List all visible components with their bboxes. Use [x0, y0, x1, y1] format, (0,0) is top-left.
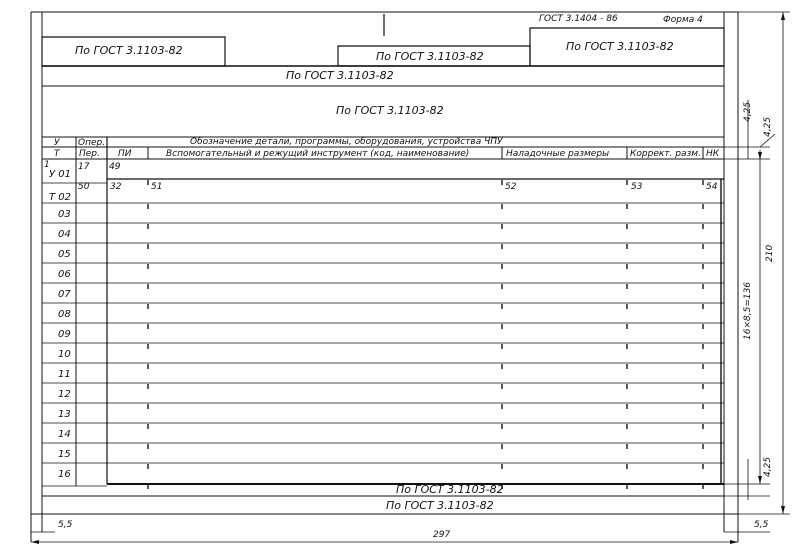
- field-49: 49: [109, 162, 121, 172]
- field-54: 54: [706, 182, 718, 192]
- row-number-03: 03: [58, 209, 71, 220]
- col-setup-header: Наладочные размеры: [506, 149, 610, 159]
- footer-line-1: По ГОСТ 3.1103-82: [396, 483, 504, 496]
- main-block-text: По ГОСТ 3.1103-82: [336, 104, 444, 117]
- row-number-05: 05: [58, 249, 71, 260]
- header-block-mid-text: По ГОСТ 3.1103-82: [376, 50, 484, 63]
- dim-right-margin: 5,5: [754, 520, 769, 530]
- row-01-label: У 01: [49, 169, 71, 180]
- field-53: 53: [631, 182, 643, 192]
- row-number-09: 09: [58, 329, 71, 340]
- field-50: 50: [78, 182, 90, 192]
- header-band-text: По ГОСТ 3.1103-82: [286, 69, 394, 82]
- row-t-header: Т: [54, 149, 60, 159]
- dim-left-margin: 5,5: [58, 520, 73, 530]
- col-pi-header: ПИ: [118, 149, 132, 159]
- row-number-06: 06: [58, 269, 71, 280]
- form-label: Форма 4: [663, 15, 703, 25]
- form-standard: ГОСТ 3.1404 - 86: [539, 14, 618, 24]
- field-52: 52: [505, 182, 517, 192]
- dim-top-b: 4,25: [763, 116, 773, 137]
- header-block-left-text: По ГОСТ 3.1103-82: [75, 44, 183, 57]
- dim-rows-height: 16×8,5=136: [743, 281, 753, 340]
- row-number-08: 08: [58, 309, 71, 320]
- field-51: 51: [151, 182, 163, 192]
- col-oper-header: Опер.: [78, 138, 106, 148]
- row-number-10: 10: [58, 349, 71, 360]
- dim-top-a: 4,25: [743, 101, 753, 122]
- dim-bottom: 4,25: [763, 456, 773, 477]
- dim-width: 297: [433, 530, 451, 540]
- field-17: 17: [78, 162, 90, 172]
- row-number-13: 13: [58, 409, 71, 420]
- row-number-14: 14: [58, 429, 71, 440]
- col-tools-header: Вспомогательный и режущий инструмент (код, наименование): [166, 149, 470, 159]
- row-number-12: 12: [58, 389, 71, 400]
- row-number-07: 07: [58, 289, 71, 300]
- designation-header: Обозначение детали, программы, оборудования, устройства ЧПУ: [190, 137, 503, 147]
- row-number-15: 15: [58, 449, 71, 460]
- row-number-04: 04: [58, 229, 71, 240]
- col-per-header: Пер.: [79, 149, 100, 159]
- row-number-11: 11: [58, 369, 71, 380]
- row-1-marker: 1: [44, 160, 50, 170]
- row-number-16: 16: [58, 469, 71, 480]
- row-02-label: Т 02: [49, 192, 72, 203]
- col-correct-header: Коррект. разм.: [630, 149, 701, 159]
- header-block-right-text: По ГОСТ 3.1103-82: [566, 40, 674, 53]
- dim-height: 210: [765, 244, 775, 262]
- footer-line-2: По ГОСТ 3.1103-82: [386, 499, 494, 512]
- field-32: 32: [110, 182, 122, 192]
- row-u-header: У: [54, 138, 60, 148]
- col-nk-header: НК: [706, 149, 720, 159]
